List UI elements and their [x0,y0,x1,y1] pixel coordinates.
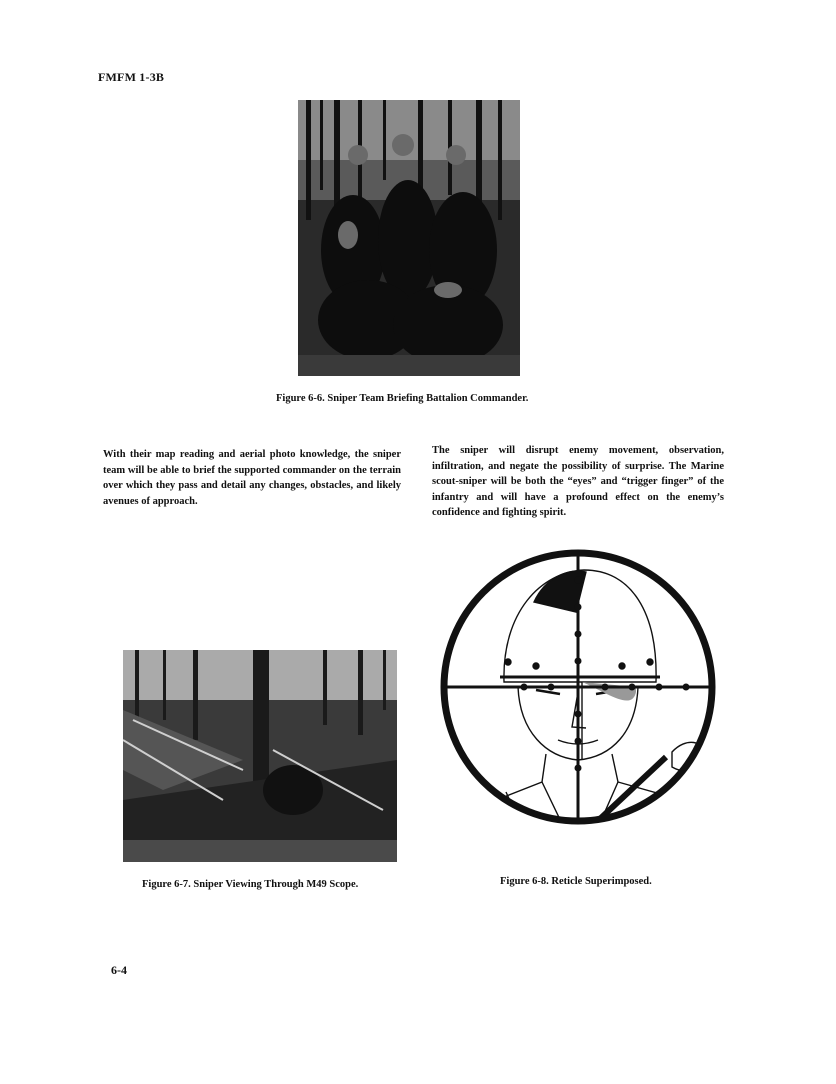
figure-6-8-caption: Figure 6-8. Reticle Superimposed. [500,876,652,887]
paragraph-left: With their map reading and aerial photo knowledge, the sniper team will be able to brief the supported commander on the terrain over which they pass and detail any changes, obstacles, and likely avenues of approach. [103,449,401,507]
figure-6-7-photo [123,650,397,862]
figure-6-6-caption: Figure 6-6. Sniper Team Briefing Battalion Commander. [276,393,529,404]
document-header: FMFM 1-3B [98,70,165,84]
figure-6-7-caption: Figure 6-7. Sniper Viewing Through M49 Scope. [142,879,359,890]
figure-6-8-reticle-illustration [436,542,720,832]
page-number: 6-4 [111,963,127,977]
figure-6-6-photo [298,100,520,376]
paragraph-right: The sniper will disrupt enemy movement, observation, infiltration, and negate the possibility of surprise. The Marine scout-sniper will be both the “eyes” and “trigger finger” of the infantry and will have a profound effect on the enemy’s confidence and fighting spirit. [432,445,724,518]
